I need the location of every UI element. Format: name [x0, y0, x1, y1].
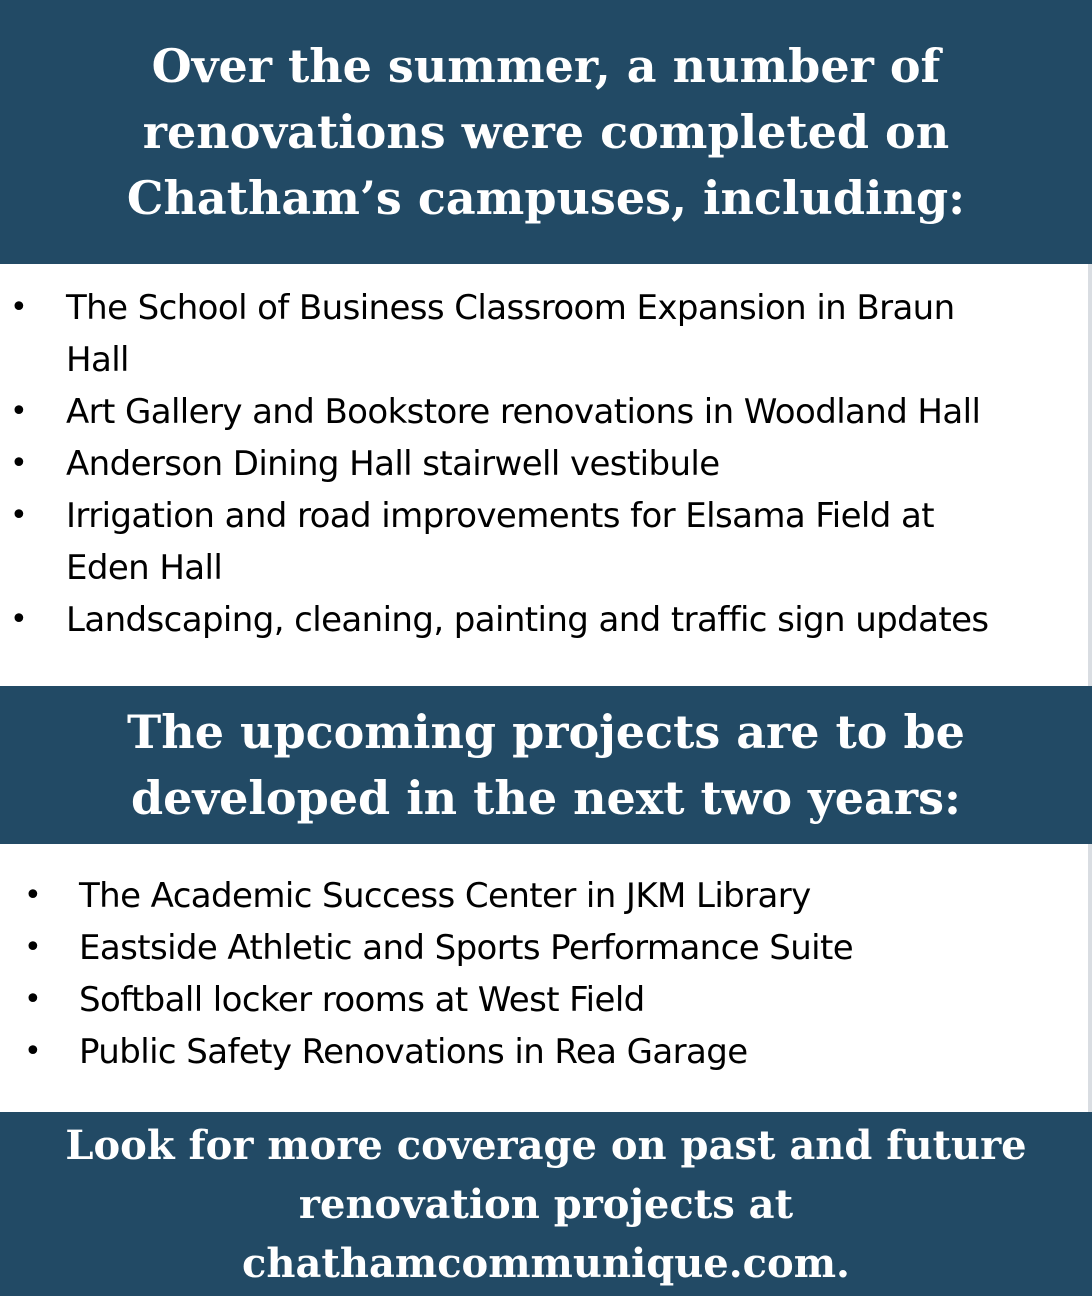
upcoming-projects-list — [0, 870, 1092, 1078]
bullet-icon: • — [10, 446, 28, 481]
list-item-line: The School of Business Classroom Expansion in Braun — [66, 288, 955, 328]
list-item — [0, 1026, 1092, 1078]
list-item-line: Hall — [66, 340, 129, 380]
bullet-icon: • — [10, 290, 28, 325]
footer-band — [0, 1112, 1092, 1296]
list-item-line: Softball locker rooms at West Field — [79, 980, 645, 1020]
list-item-line: The Academic Success Center in JKM Library — [79, 876, 811, 916]
heading-line: The upcoming projects are to be — [127, 705, 965, 759]
list-item — [0, 594, 1092, 646]
heading-line: developed in the next two years: — [131, 771, 961, 825]
list-item-line: Public Safety Renovations in Rea Garage — [79, 1032, 748, 1072]
heading-line: Chatham’s campuses, including: — [126, 171, 966, 225]
list-item-line: Anderson Dining Hall stairwell vestibule — [66, 444, 720, 484]
summer-renovations-heading-band — [0, 0, 1092, 264]
list-item — [0, 490, 1092, 594]
bullet-icon: • — [10, 394, 28, 429]
list-item — [0, 922, 1092, 974]
list-item-line: Art Gallery and Bookstore renovations in Woodland Hall — [66, 392, 981, 432]
list-item-line: Landscaping, cleaning, painting and traffic sign updates — [66, 600, 989, 640]
footer-line: Look for more coverage on past and future — [65, 1121, 1027, 1169]
list-item — [0, 870, 1092, 922]
heading-line: renovations were completed on — [142, 105, 950, 159]
bullet-icon: • — [24, 878, 42, 913]
footer-line: renovation projects at — [298, 1180, 794, 1228]
bullet-icon: • — [10, 602, 28, 637]
bullet-icon: • — [24, 1034, 42, 1069]
completed-renovations-list — [0, 282, 1092, 646]
bullet-icon: • — [24, 982, 42, 1017]
list-item — [0, 282, 1092, 386]
footer-website-link: chathamcommunique.com. — [242, 1239, 850, 1287]
heading-line: Over the summer, a number of — [151, 39, 941, 93]
bullet-icon: • — [24, 930, 42, 965]
list-item-line: Irrigation and road improvements for Elsama Field at — [66, 496, 934, 536]
footer-text — [65, 1116, 1026, 1293]
list-item — [0, 974, 1092, 1026]
upcoming-projects-heading-band — [0, 686, 1092, 844]
list-item-line: Eastside Athletic and Sports Performance Suite — [79, 928, 854, 968]
right-edge-divider — [1088, 264, 1092, 686]
list-item — [0, 386, 1092, 438]
list-item-line: Eden Hall — [66, 548, 223, 588]
upcoming-projects-heading — [127, 699, 965, 831]
summer-renovations-heading — [127, 33, 965, 231]
list-item — [0, 438, 1092, 490]
bullet-icon: • — [10, 498, 28, 533]
right-edge-divider — [1088, 844, 1092, 1112]
